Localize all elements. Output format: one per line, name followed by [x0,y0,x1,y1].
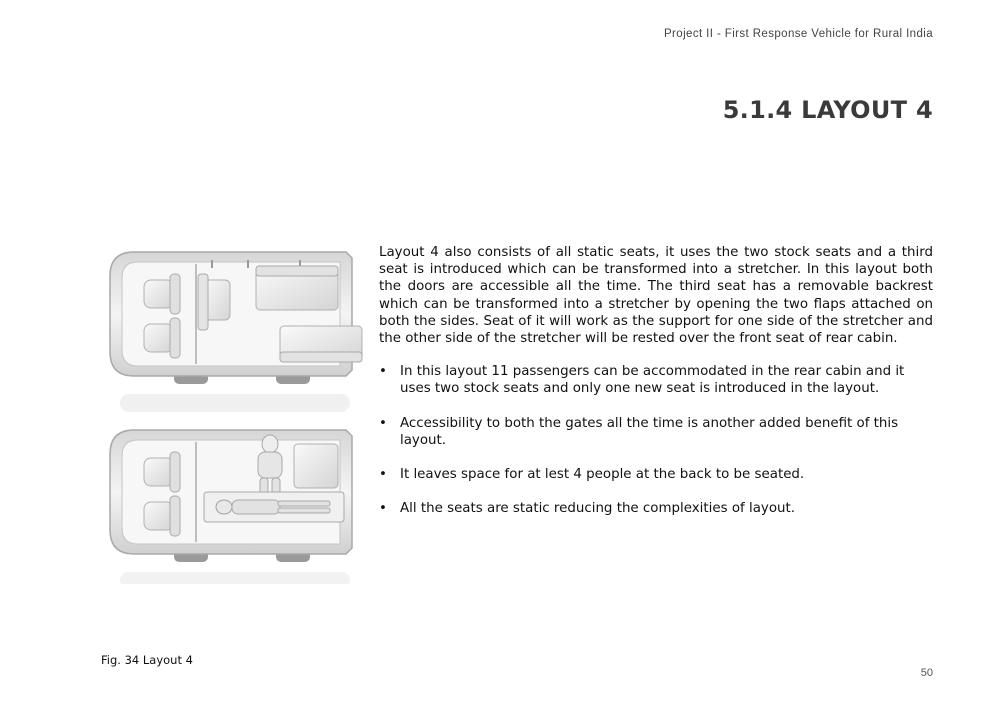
page-number: 50 [920,667,933,679]
list-item-text: Accessibility to both the gates all the time is another added benefit of this layout. [400,415,899,448]
list-item [379,363,933,397]
running-header: Project II - First Response Vehicle for Rural India [663,28,933,40]
list-item-text: In this layout 11 passengers can be accommodated in the rear cabin and it uses two stock seats and only one new seat is introduced in the layout. [400,364,905,397]
list-item-text: It leaves space for at lest 4 people at the back to be seated. [400,467,805,483]
bullet-icon: • [379,415,387,431]
section-title: 5.1.4 LAYOUT 4 [722,96,933,124]
bullet-icon: • [379,467,387,483]
bullet-icon: • [379,364,387,380]
layout-description: Layout 4 also consists of all static seats, it uses the two stock seats and a third seat is introduced which can be transformed into a stretcher. In this layout both the doors are accessible all the time. The third seat has a removable backrest which can be transformed into a stretcher by opening the two flaps attached on both the sides. Seat of it will work as the support for one side of the stretcher and the other side of the stretcher will be rested over the front seat of rear cabin. [379,245,933,347]
list-item [379,415,933,449]
layout-render-stretcher [110,430,352,584]
layout-figure [100,244,366,584]
list-item [379,466,933,483]
list-item-text: All the seats are static reducing the complexities of layout. [400,501,796,517]
bullet-icon: • [379,501,387,517]
layout-renders [100,244,366,584]
layout-render-seats [110,252,362,412]
figure-caption: Fig. 34 Layout 4 [101,653,193,667]
body-text [379,244,933,534]
benefit-list [379,363,933,517]
list-item [379,500,933,517]
